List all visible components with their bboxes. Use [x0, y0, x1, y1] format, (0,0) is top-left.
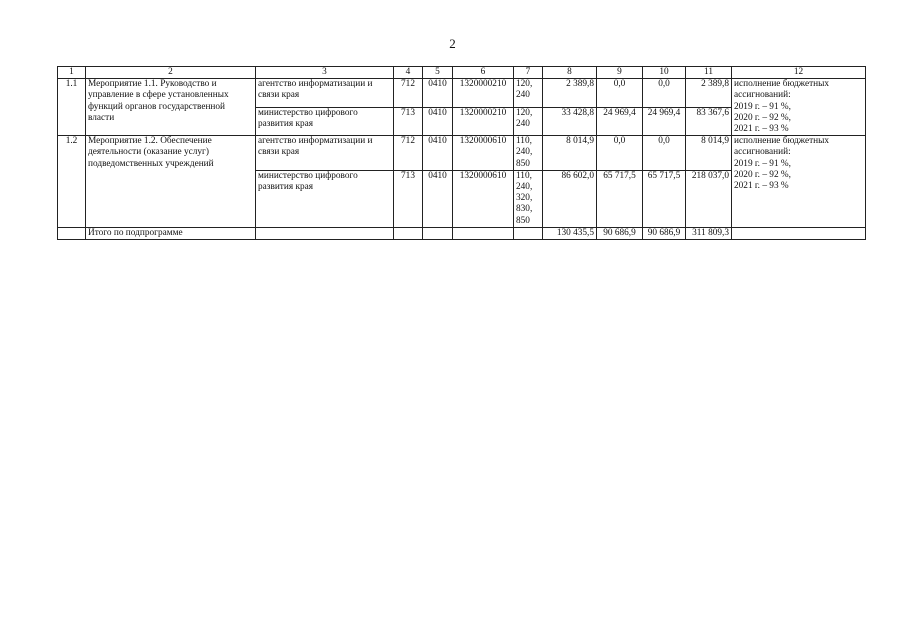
cell-value: 33 428,8 [543, 107, 597, 136]
cell-value: 1320000210 [453, 107, 514, 136]
result-note: исполнение бюджетных ассигнований: 2019 г. – 91 %, 2020 г. – 92 %, 2021 г. – 93 % [732, 79, 866, 136]
page-number: 2 [449, 36, 456, 51]
expense-codes: 110, 240, 320, 830, 850 [514, 170, 543, 227]
cell-value: 713 [394, 170, 423, 227]
col-header: 10 [643, 67, 686, 79]
col-header: 2 [86, 67, 256, 79]
cell-value: 86 602,0 [543, 170, 597, 227]
col-header: 5 [423, 67, 453, 79]
col-header: 9 [597, 67, 643, 79]
org-name: министерство цифрового развития края [256, 170, 394, 227]
col-header: 11 [686, 67, 732, 79]
cell-value: 1320000210 [453, 79, 514, 108]
cell-value: 0,0 [643, 79, 686, 108]
cell-value: 713 [394, 107, 423, 136]
cell-value: 218 037,0 [686, 170, 732, 227]
org-name: агентство информатизации и связи края [256, 79, 394, 108]
col-header: 12 [732, 67, 866, 79]
org-name: агентство информатизации и связи края [256, 136, 394, 171]
total-value: 90 686,9 [597, 227, 643, 239]
expense-codes: 120, 240 [514, 79, 543, 108]
cell-value: 0,0 [597, 136, 643, 171]
cell-value: 83 367,6 [686, 107, 732, 136]
cell-value: 8 014,9 [686, 136, 732, 171]
cell-value: 24 969,4 [643, 107, 686, 136]
col-header: 1 [58, 67, 86, 79]
empty-cell [514, 227, 543, 239]
col-header: 3 [256, 67, 394, 79]
cell-value: 712 [394, 136, 423, 171]
header-row [58, 67, 866, 79]
total-value: 311 809,3 [686, 227, 732, 239]
cell-value: 0410 [423, 170, 453, 227]
cell-value: 65 717,5 [597, 170, 643, 227]
expense-codes: 120, 240 [514, 107, 543, 136]
total-row [58, 227, 866, 239]
empty-cell [394, 227, 423, 239]
empty-cell [453, 227, 514, 239]
table-row [58, 136, 866, 171]
cell-value: 2 389,8 [686, 79, 732, 108]
col-header: 7 [514, 67, 543, 79]
cell-value: 0410 [423, 107, 453, 136]
empty-cell [58, 227, 86, 239]
event-name: Мероприятие 1.2. Обеспечение деятельности (оказание услуг) подведомственных учреждений [86, 136, 256, 228]
empty-cell [732, 227, 866, 239]
cell-value: 8 014,9 [543, 136, 597, 171]
table-row [58, 79, 866, 108]
budget-table [57, 66, 866, 240]
event-name: Мероприятие 1.1. Руководство и управление в сфере установленных функций органов государственной власти [86, 79, 256, 136]
cell-value: 0,0 [597, 79, 643, 108]
col-header: 8 [543, 67, 597, 79]
row-number: 1.2 [58, 136, 86, 228]
col-header: 4 [394, 67, 423, 79]
cell-value: 0,0 [643, 136, 686, 171]
empty-cell [256, 227, 394, 239]
cell-value: 65 717,5 [643, 170, 686, 227]
row-number: 1.1 [58, 79, 86, 136]
expense-codes: 110, 240, 850 [514, 136, 543, 171]
empty-cell [423, 227, 453, 239]
col-header: 6 [453, 67, 514, 79]
total-value: 130 435,5 [543, 227, 597, 239]
org-name: министерство цифрового развития края [256, 107, 394, 136]
cell-value: 0410 [423, 136, 453, 171]
cell-value: 2 389,8 [543, 79, 597, 108]
total-label: Итого по подпрограмме [86, 227, 256, 239]
cell-value: 24 969,4 [597, 107, 643, 136]
cell-value: 1320000610 [453, 170, 514, 227]
cell-value: 1320000610 [453, 136, 514, 171]
cell-value: 712 [394, 79, 423, 108]
result-note: исполнение бюджетных ассигнований: 2019 г. – 91 %, 2020 г. – 92 %, 2021 г. – 93 % [732, 136, 866, 228]
total-value: 90 686,9 [643, 227, 686, 239]
cell-value: 0410 [423, 79, 453, 108]
